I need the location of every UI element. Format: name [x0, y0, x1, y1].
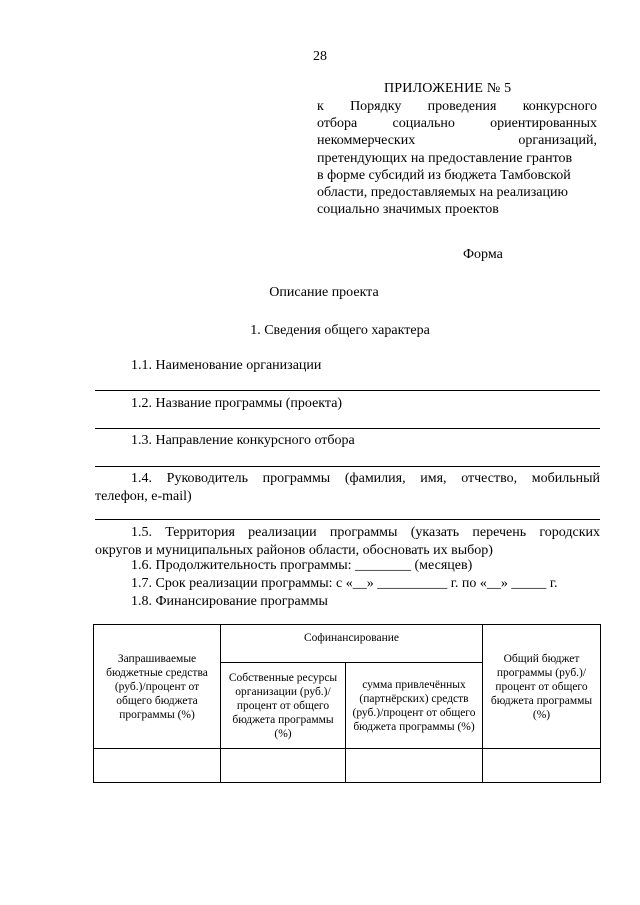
appendix-title: ПРИЛОЖЕНИЕ № 5 [384, 81, 512, 96]
fill-line-direction[interactable] [95, 466, 600, 467]
item-financing: 1.8. Финансирование программы [131, 594, 328, 609]
page-number: 28 [313, 49, 327, 64]
fill-line-program[interactable] [95, 428, 600, 429]
item-organization-name: 1.1. Наименование организации [131, 358, 322, 373]
header-cofinancing: Софинансирование [221, 625, 483, 663]
fill-line-organization[interactable] [95, 390, 600, 391]
item-text-line: округов и муниципальных районов области, обосновать их выбор) [95, 542, 493, 558]
item-text-line: 1.4. Руководитель программы (фамилия, имя, отчество, мобильный [131, 471, 600, 486]
cell-own[interactable] [221, 749, 346, 783]
appendix-line: претендующих на предоставление грантов [317, 150, 573, 166]
cell-attracted[interactable] [346, 749, 483, 783]
description-title: Описание проекта [269, 285, 379, 300]
item-duration: 1.6. Продолжительность программы: ________ (месяцев) [131, 558, 473, 573]
appendix-line: в форме субсидий из бюджета Тамбовской [317, 167, 571, 183]
item-program-manager [95, 470, 600, 505]
cell-requested[interactable] [94, 749, 221, 783]
item-text-line: 1.5. Территория реализации программы (указать перечень городских [131, 525, 600, 540]
appendix-line: области, предоставляемых на реализацию [317, 185, 568, 201]
section-title: 1. Сведения общего характера [250, 323, 430, 338]
appendix-line: к Порядку проведения конкурсного [317, 99, 597, 114]
financing-table [93, 624, 601, 783]
appendix-line: социально значимых проектов [317, 202, 499, 218]
item-text-line: телефон, e-mail) [95, 488, 192, 504]
cell-total[interactable] [483, 749, 601, 783]
header-attracted-funds: сумма привлечённых (партнёрских) средств (руб.)/процент от общего бюджета программы (%) [346, 663, 483, 749]
table-row [94, 749, 601, 783]
item-term: 1.7. Срок реализации программы: с «__» __________ г. по «__» _____ г. [131, 576, 558, 591]
fill-line-manager[interactable] [95, 519, 600, 520]
header-requested-funds: Запрашиваемые бюджетные средства (руб.)/процент от общего бюджета программы (%) [94, 625, 221, 749]
item-territory [95, 524, 600, 559]
item-program-name: 1.2. Название программы (проекта) [131, 396, 343, 411]
item-competition-direction: 1.3. Направление конкурсного отбора [131, 433, 355, 448]
form-label: Форма [463, 247, 503, 262]
appendix-line: отбора социально ориентированных [317, 116, 597, 132]
header-own-resources: Собственные ресурсы организации (руб.)/процент от общего бюджета программы (%) [221, 663, 346, 749]
appendix-text [317, 98, 597, 218]
appendix-line: некоммерческих организаций, [317, 133, 597, 149]
header-total-budget: Общий бюджет программы (руб.)/процент от общего бюджета программы (%) [483, 625, 601, 749]
